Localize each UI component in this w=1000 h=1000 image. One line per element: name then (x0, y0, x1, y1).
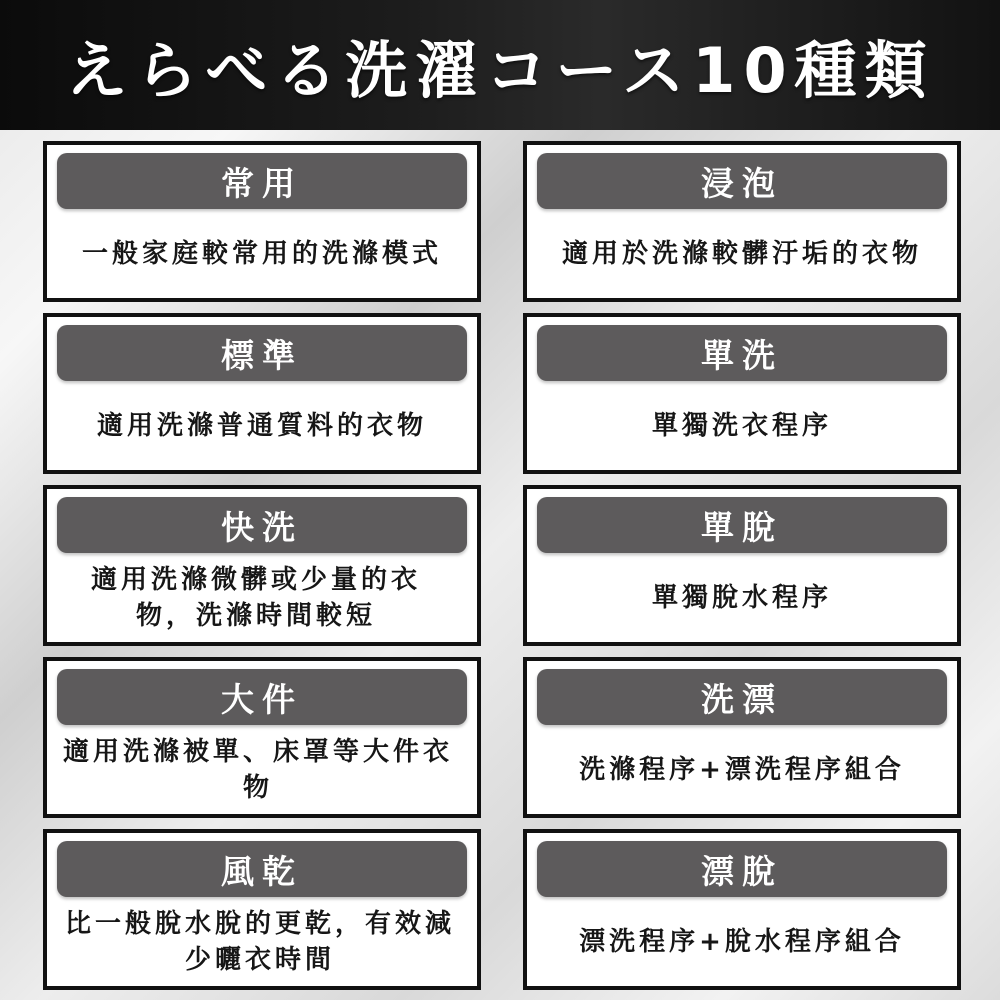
course-name: 浸泡 (537, 153, 947, 209)
course-description: 適用洗滌微髒或少量的衣物，洗滌時間較短 (90, 564, 421, 631)
header-banner (0, 0, 1000, 130)
course-card-rinse-spin (523, 829, 961, 990)
course-description: 單獨洗衣程序 (651, 410, 832, 441)
course-description: 漂洗程序+脫水程序組合 (579, 926, 905, 957)
course-card-standard-use (43, 141, 481, 302)
course-description: 適用洗滌被單、床罩等大件衣物 (62, 736, 453, 803)
course-card-bulky (43, 657, 481, 818)
course-name: 洗漂 (537, 669, 947, 725)
course-grid (43, 141, 961, 990)
course-name: 標準 (57, 325, 467, 381)
page-title: えらべる洗濯コース10種類 (65, 33, 935, 107)
course-card-wash-rinse (523, 657, 961, 818)
course-name: 常用 (57, 153, 467, 209)
course-card-spin-only (523, 485, 961, 646)
course-name: 單脫 (537, 497, 947, 553)
course-card-soak (523, 141, 961, 302)
course-description: 適用洗滌普通質料的衣物 (96, 410, 427, 441)
course-name: 漂脫 (537, 841, 947, 897)
course-card-quick-wash (43, 485, 481, 646)
course-name: 單洗 (537, 325, 947, 381)
course-description: 適用於洗滌較髒汙垢的衣物 (561, 238, 922, 269)
course-name: 快洗 (57, 497, 467, 553)
course-name: 風乾 (57, 841, 467, 897)
course-card-wash-only (523, 313, 961, 474)
course-card-air-dry (43, 829, 481, 990)
course-description: 一般家庭較常用的洗滌模式 (81, 238, 442, 269)
course-description: 單獨脫水程序 (651, 582, 832, 613)
course-card-standard (43, 313, 481, 474)
course-description: 洗滌程序+漂洗程序組合 (579, 754, 905, 785)
course-name: 大件 (57, 669, 467, 725)
course-description: 比一般脫水脫的更乾，有效減少曬衣時間 (65, 908, 456, 975)
